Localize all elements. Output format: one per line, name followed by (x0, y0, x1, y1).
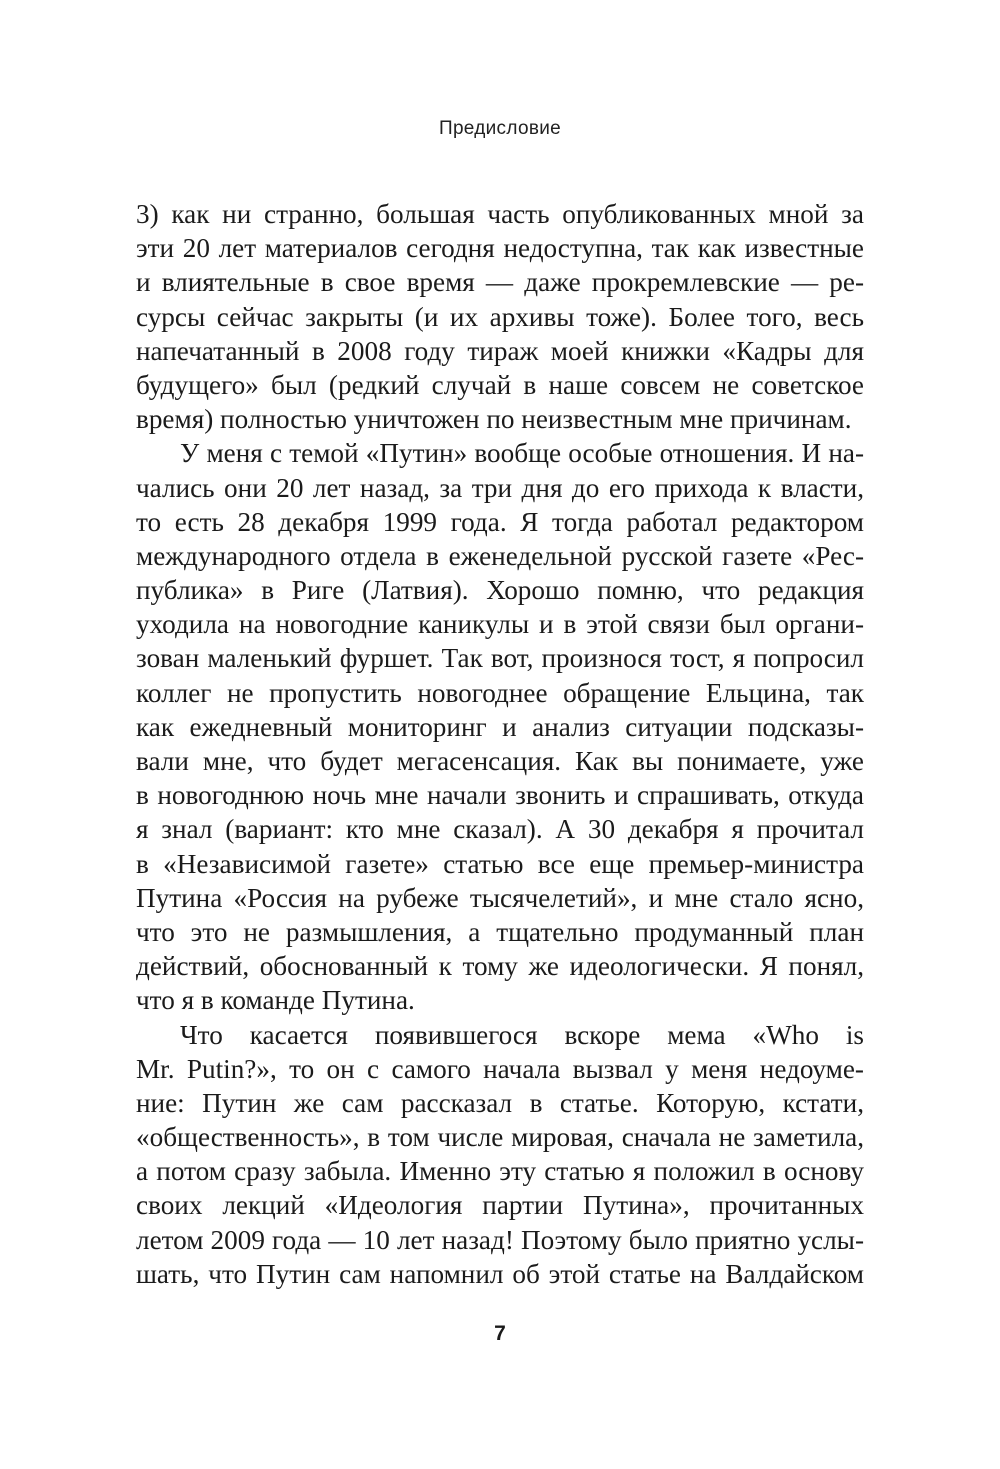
text-line: коллег не пропустить новогоднее обращение Ельцина, так (136, 677, 864, 708)
text-line: вали мне, что будет мегасенсация. Как вы понимаете, уже (136, 746, 864, 776)
text-line: летом 2009 года — 10 лет назад! Поэтому было приятно услы- (136, 1224, 864, 1255)
text-line: время) полностью уничтожен по неизвестным мне причинам. (136, 404, 852, 435)
text-line: эти 20 лет материалов сегодня недоступна, так как известные (136, 233, 864, 264)
text-line: действий, обоснованный к тому же идеологически. Я понял, (136, 951, 864, 982)
text-line: как ежедневный мониторинг и анализ ситуации подсказы- (136, 711, 864, 742)
text-line: Что касается появившегося вскоре мема «Who is (180, 1019, 864, 1050)
text-line: 3) как ни странно, большая часть опубликованных мной за (136, 199, 864, 229)
text-line: в новогоднюю ночь мне начали звонить и спрашивать, откуда (136, 780, 864, 811)
paragraph (136, 1018, 864, 1292)
text-line: международного отдела в еженедельной русской газете «Рес- (136, 540, 864, 571)
text-line: то есть 28 декабря 1999 года. Я тогда работал редактором (136, 506, 864, 537)
text-line: я знал (вариант: кто мне сказал). А 30 декабря я прочитал (136, 814, 864, 845)
text-line: шать, что Путин сам напомнил об этой статье на Валдайском (136, 1258, 864, 1289)
paragraph (136, 436, 864, 1017)
text-line: и влиятельные в свое время — даже прокремлевские — ре- (136, 267, 864, 298)
text-line: а потом сразу забыла. Именно эту статью я положил в основу (136, 1156, 864, 1187)
page-number: 7 (494, 1322, 506, 1345)
body-text (136, 197, 864, 1291)
text-line: У меня с темой «Путин» вообще особые отношения. И на- (180, 438, 864, 469)
text-line: что я в команде Путина. (136, 985, 415, 1016)
text-line: своих лекций «Идеология партии Путина», прочитанных (136, 1190, 864, 1221)
text-line: Mr. Putin?», то он с самого начала вызвал у меня недоуме- (136, 1053, 864, 1084)
running-head: Предисловие (438, 118, 561, 139)
text-line: сурсы сейчас закрыты (и их архивы тоже). Более того, весь (136, 301, 864, 332)
text-line: будущего» был (редкий случай в наше совсем не советское (136, 369, 864, 400)
text-line: зован маленький фуршет. Так вот, произнося тост, я попросил (136, 643, 864, 674)
text-line: «общественность», в том числе мировая, сначала не заметила, (136, 1122, 864, 1153)
text-line: в «Независимой газете» статью все еще премьер-министра (136, 848, 864, 879)
text-line: напечатанный в 2008 году тираж моей книжки «Кадры для (136, 335, 864, 366)
text-line: что это не размышления, а тщательно продуманный план (136, 916, 864, 947)
text-line: чались они 20 лет назад, за три дня до его прихода к власти, (136, 472, 864, 503)
paragraph (136, 197, 864, 436)
text-line: публика» в Риге (Латвия). Хорошо помню, что редакция (136, 575, 864, 606)
text-line: ние: Путин же сам рассказал в статье. Которую, кстати, (136, 1087, 864, 1118)
text-line: уходила на новогодние каникулы и в этой связи был органи- (136, 609, 864, 640)
text-line: Путина «Россия на рубеже тысячелетий», и мне стало ясно, (136, 882, 864, 913)
